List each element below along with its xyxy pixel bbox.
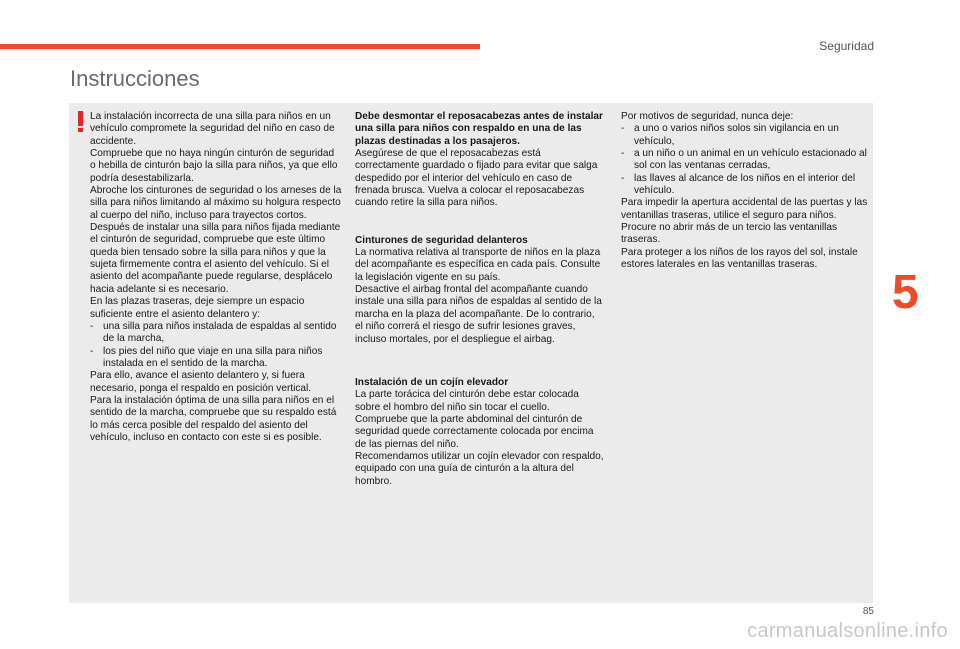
paragraph: Para proteger a los niños de los rayos del sol, instale estores laterales en las ventanillas traseras. — [621, 246, 858, 271]
list-item-text: las llaves al alcance de los niños en el interior del vehículo. — [634, 172, 856, 197]
warning-icon — [76, 111, 86, 133]
paragraph: Compruebe que no haya ningún cinturón de seguridad o hebilla de cinturón bajo la silla para niños, ya que ello podría desestabilizarla. — [90, 148, 338, 184]
paragraph: Procure no abrir más de un tercio las ventanillas traseras. — [621, 222, 838, 246]
list-marker: - — [621, 148, 625, 160]
list-item — [90, 321, 342, 346]
list-item-text: a uno o varios niños solos sin vigilancia en un vehículo, — [634, 123, 839, 147]
paragraph: En las plazas traseras, deje siempre un espacio suficiente entre el asiento delantero y: — [90, 296, 305, 320]
section-header: Seguridad — [819, 39, 874, 53]
headrest-heading: Debe desmontar el reposacabezas antes de instalar una silla para niños con respaldo en una de las plazas destinadas a los pasajeros. — [355, 111, 603, 147]
page-title: Instrucciones — [70, 66, 200, 91]
watermark: carmanualsonline.info — [747, 620, 948, 642]
front-belts-heading: Cinturones de seguridad delanteros — [355, 234, 528, 246]
list-item — [90, 346, 342, 371]
left-column — [90, 111, 342, 444]
list-item — [621, 148, 869, 173]
paragraph: Para la instalación óptima de una silla para niños en el sentido de la marcha, compruebe que su respaldo está lo más cerca posible del respaldo del asiento del vehículo, incluso en contacto con este si es posible. — [90, 394, 337, 443]
paragraph: Para impedir la apertura accidental de las puertas y las ventanillas traseras, utilice el seguro para niños. — [621, 197, 868, 221]
list-marker: - — [90, 345, 94, 357]
list-item-text: los pies del niño que viaje en una silla para niños instalada en el sentido de la marcha. — [103, 345, 323, 369]
right-column — [621, 111, 869, 271]
top-accent-bar — [0, 44, 480, 49]
paragraph: La instalación incorrecta de una silla para niños en un vehículo compromete la seguridad del niño en caso de accidente. — [90, 111, 335, 147]
list-item — [621, 173, 869, 198]
paragraph: Por motivos de seguridad, nunca deje: — [621, 111, 794, 122]
list-marker: - — [621, 123, 625, 135]
paragraph: Después de instalar una silla para niños fijada mediante el cinturón de seguridad, compruebe que este último queda bien tensado sobre la silla para niños y que la sujeta firmemente contra el asiento del vehículo. Si el asiento del acompañante puede regularse, desplácelo hacia adelante si es necesario. — [90, 222, 341, 295]
paragraph: Recomendamos utilizar un cojín elevador con respaldo, equipado con una guía de cinturón a la altura del hombro. — [355, 450, 604, 487]
chapter-number: 5 — [892, 266, 919, 319]
paragraph: La normativa relativa al transporte de niños en la plaza del acompañante es específica en cada país. Consulte la legislación vigente en su país. — [355, 247, 601, 283]
paragraph: Abroche los cinturones de seguridad o los arneses de la silla para niños limitando al máximo su holgura respecto al cuerpo del niño, incluso para trayectos cortos. — [90, 185, 342, 221]
paragraph: Compruebe que la parte abdominal del cinturón de seguridad quede correctamente colocada por encima de las piernas del niño. — [355, 413, 594, 450]
paragraph: Asegúrese de que el reposacabezas está correctamente guardado o fijado para evitar que salga despedido por el interior del vehículo en caso de frenada brusca. Vuelva a colocar el reposacabezas cuando retire la silla para niños. — [355, 148, 598, 209]
paragraph: Desactive el airbag frontal del acompañante cuando instale una silla para niños de espaldas al sentido de la marcha en la plaza del acompañante. De lo contrario, el niño correrá el riesgo de sufrir lesiones graves, incluso mortales, por el despliegue el airbag. — [355, 284, 602, 345]
list-item — [621, 123, 869, 148]
paragraph: Para ello, avance el asiento delantero y, si fuera necesario, ponga el respaldo en posición vertical. — [90, 370, 312, 394]
booster-heading: Instalación de un cojín elevador — [355, 376, 509, 388]
list-marker: - — [90, 320, 94, 332]
middle-column — [355, 111, 605, 488]
paragraph: La parte torácica del cinturón debe estar colocada sobre el hombro del niño sin tocar el cuello. — [355, 389, 579, 413]
list-item-text: una silla para niños instalada de espaldas al sentido de la marcha, — [103, 320, 337, 345]
list-item-text: a un niño o un animal en un vehículo estacionado al sol con las ventanas cerradas, — [634, 148, 867, 172]
page-number: 85 — [862, 606, 874, 617]
list-marker: - — [621, 172, 625, 184]
